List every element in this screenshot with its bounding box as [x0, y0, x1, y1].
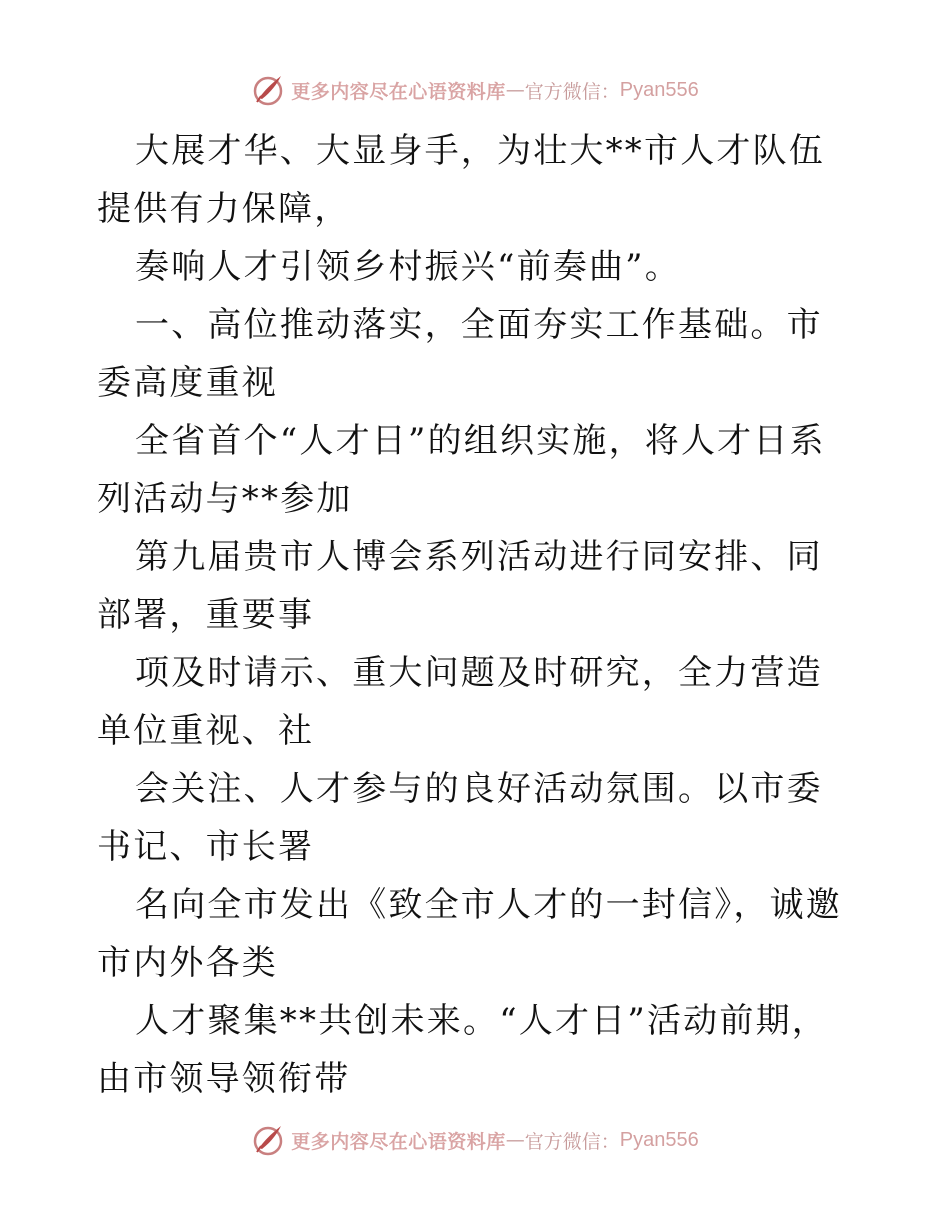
paragraph: 人才聚集**共创未来。“人才日”活动前期，由市领导领衔带: [97, 1001, 828, 1099]
watermark-wechat-id: Pyan556: [619, 1128, 699, 1151]
quill-pen-logo-icon: [251, 1122, 287, 1158]
paragraph: 第九届贵市人博会系列活动进行同安排、同部署，重要事: [97, 537, 823, 635]
watermark-wechat-label: 官方微信：: [524, 1130, 620, 1153]
paragraph: 名向全市发出《致全市人才的一封信》，诚邀市内外各类: [97, 885, 842, 983]
document-body: [97, 122, 857, 1108]
paragraph: 项及时请示、重大问题及时研究，全力营造单位重视、社: [97, 653, 823, 751]
watermark-wechat-id: Pyan556: [619, 78, 699, 101]
footer-watermark: [0, 1120, 950, 1160]
paragraph: 大展才华、大显身手，为壮大**市人才队伍提供有力保障，: [97, 131, 825, 229]
paragraph: 全省首个“人才日”的组织实施，将人才日系列活动与**参加: [97, 421, 826, 519]
header-watermark: [0, 70, 950, 110]
quill-pen-logo-icon: [251, 72, 287, 108]
paragraph: 一、高位推动落实，全面夯实工作基础。市委高度重视: [97, 305, 823, 403]
paragraph: 会关注、人才参与的良好活动氛围。以市委书记、市长署: [97, 769, 823, 867]
paragraph: 奏响人才引领乡村振兴“前奏曲”。: [135, 247, 681, 287]
watermark-site-text: 更多内容尽在心语资料库: [291, 1130, 506, 1153]
watermark-site-text: 更多内容尽在心语资料库: [291, 80, 506, 103]
watermark-separator: —: [505, 1129, 525, 1151]
watermark-separator: —: [505, 79, 525, 101]
watermark-wechat-label: 官方微信：: [524, 80, 620, 103]
